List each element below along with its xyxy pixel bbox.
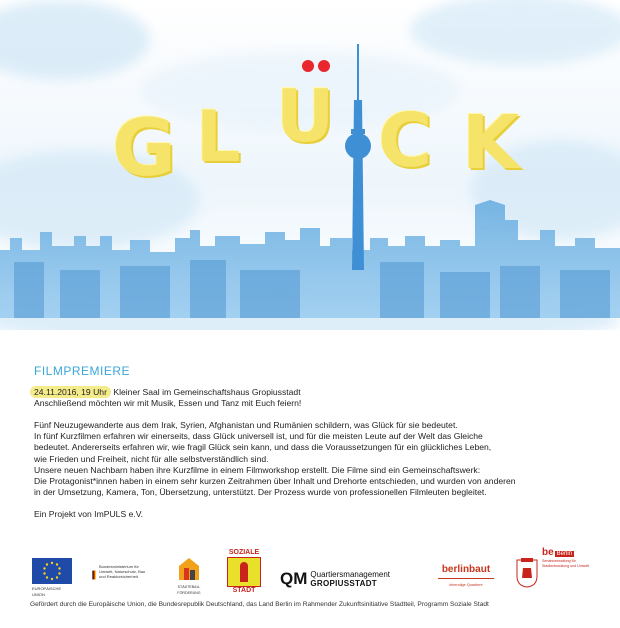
funding-footer: Gefördert durch die Europäische Union, die Bundesrepublik Deutschland, das Land Berlin im Rahmender Zukunftsinitiative Stadtteil, Programm Soziale Stadt	[30, 601, 489, 608]
berlinbaut-logo	[434, 564, 498, 588]
description-line-5: Unsere neuen Nachbarn haben ihre Kurzfilme in einem Filmworkshop erstellt. Die Filme sind ein Gemeinschaftswerk:	[34, 464, 481, 475]
description-line-6: Die Protagonist*innen haben in einem sehr kurzen Zeitrahmen über Inhalt und Drehorte entschieden, und wurden von anderen	[34, 475, 516, 486]
qm-line-2: GROPIUSSTADT	[310, 579, 377, 588]
soziale-stadt-figure-icon	[227, 557, 261, 587]
title-letter-k: K	[462, 100, 520, 186]
event-venue: Kleiner Saal im Gemeinschaftshaus Gropiusstadt	[113, 387, 301, 398]
sponsor-logos	[30, 547, 590, 600]
description-line-3: bedeutet. Andererseits erfahren wir, wie fragil Glück sein kann, und dass die Voraussetzungen für ein glückliches Leben,	[34, 442, 492, 453]
description-line-1: Fünf Neuzugewanderte aus dem Irak, Syrien, Afghanistan und Rumänien schildern, was Glück für sie bedeutet.	[34, 420, 458, 431]
description-line-7: in der Umsetzung, Kamera, Ton, Übersetzung, unterstützt. Der Prozess wurde von professionellen Filmleuten begleitet.	[34, 486, 487, 497]
federal-eagle-icon	[92, 564, 96, 586]
qm-line-1: Quartiersmanagement	[310, 570, 390, 579]
bmub-logo	[92, 564, 150, 586]
eu-label: EUROPÄISCHE UNION	[32, 586, 62, 597]
soziale-label: SOZIALE	[228, 549, 260, 556]
staedtebau-logo	[172, 556, 206, 596]
eu-flag-icon	[32, 558, 72, 584]
project-credit: Ein Projekt von ImPULS e.V.	[34, 508, 144, 519]
title-letter-c: C	[378, 98, 433, 184]
senat-berlin: Berlin	[556, 551, 573, 557]
soziale-stadt-logo	[226, 550, 262, 594]
title-letter-l: L	[196, 96, 241, 178]
event-line	[34, 387, 594, 398]
title-letter-g: G	[112, 104, 177, 194]
title-letter-u: U	[276, 74, 335, 158]
house-icon	[176, 556, 202, 582]
description-line-2: In fünf Kurzfilmen erfahren wir einerseits, dass Glück universell ist, und für die meisten Leute auf der Welt das Gleiche	[34, 431, 483, 442]
stadt-label: STADT	[232, 587, 256, 594]
event-description	[34, 366, 594, 520]
berlin-bear-crest-icon	[516, 558, 538, 588]
berlinbaut-label: berlinbaut	[441, 564, 491, 575]
bmub-label: Bundesministerium für Umwelt, Naturschutz, Bau und Reaktorsicherheit	[99, 564, 146, 579]
qm-mark: QM	[280, 569, 308, 588]
qm-logo	[280, 570, 416, 588]
umlaut-dot-left	[302, 60, 314, 72]
event-after: Anschließend möchten wir mit Musik, Essen und Tanz mit Euch feiern!	[34, 398, 302, 409]
umlaut-dot-right	[318, 60, 330, 72]
senat-logo	[516, 547, 590, 588]
staedtebau-label: STÄDTEBAU-FÖRDERUNG	[177, 585, 201, 595]
senat-be: be	[542, 547, 554, 558]
event-date: 24.11.2016, 19 Uhr	[30, 386, 111, 398]
section-kicker: FILMPREMIERE	[34, 364, 131, 378]
berlinbaut-sub: lebendige Quartiere	[449, 583, 483, 587]
senat-sub: Senatsverwaltung für Stadtentwicklung und Umwelt	[542, 559, 590, 568]
eu-logo	[32, 558, 74, 598]
description-line-4: wie Frieden und Freiheit, nicht für alle selbstverständlich sind.	[34, 453, 269, 464]
